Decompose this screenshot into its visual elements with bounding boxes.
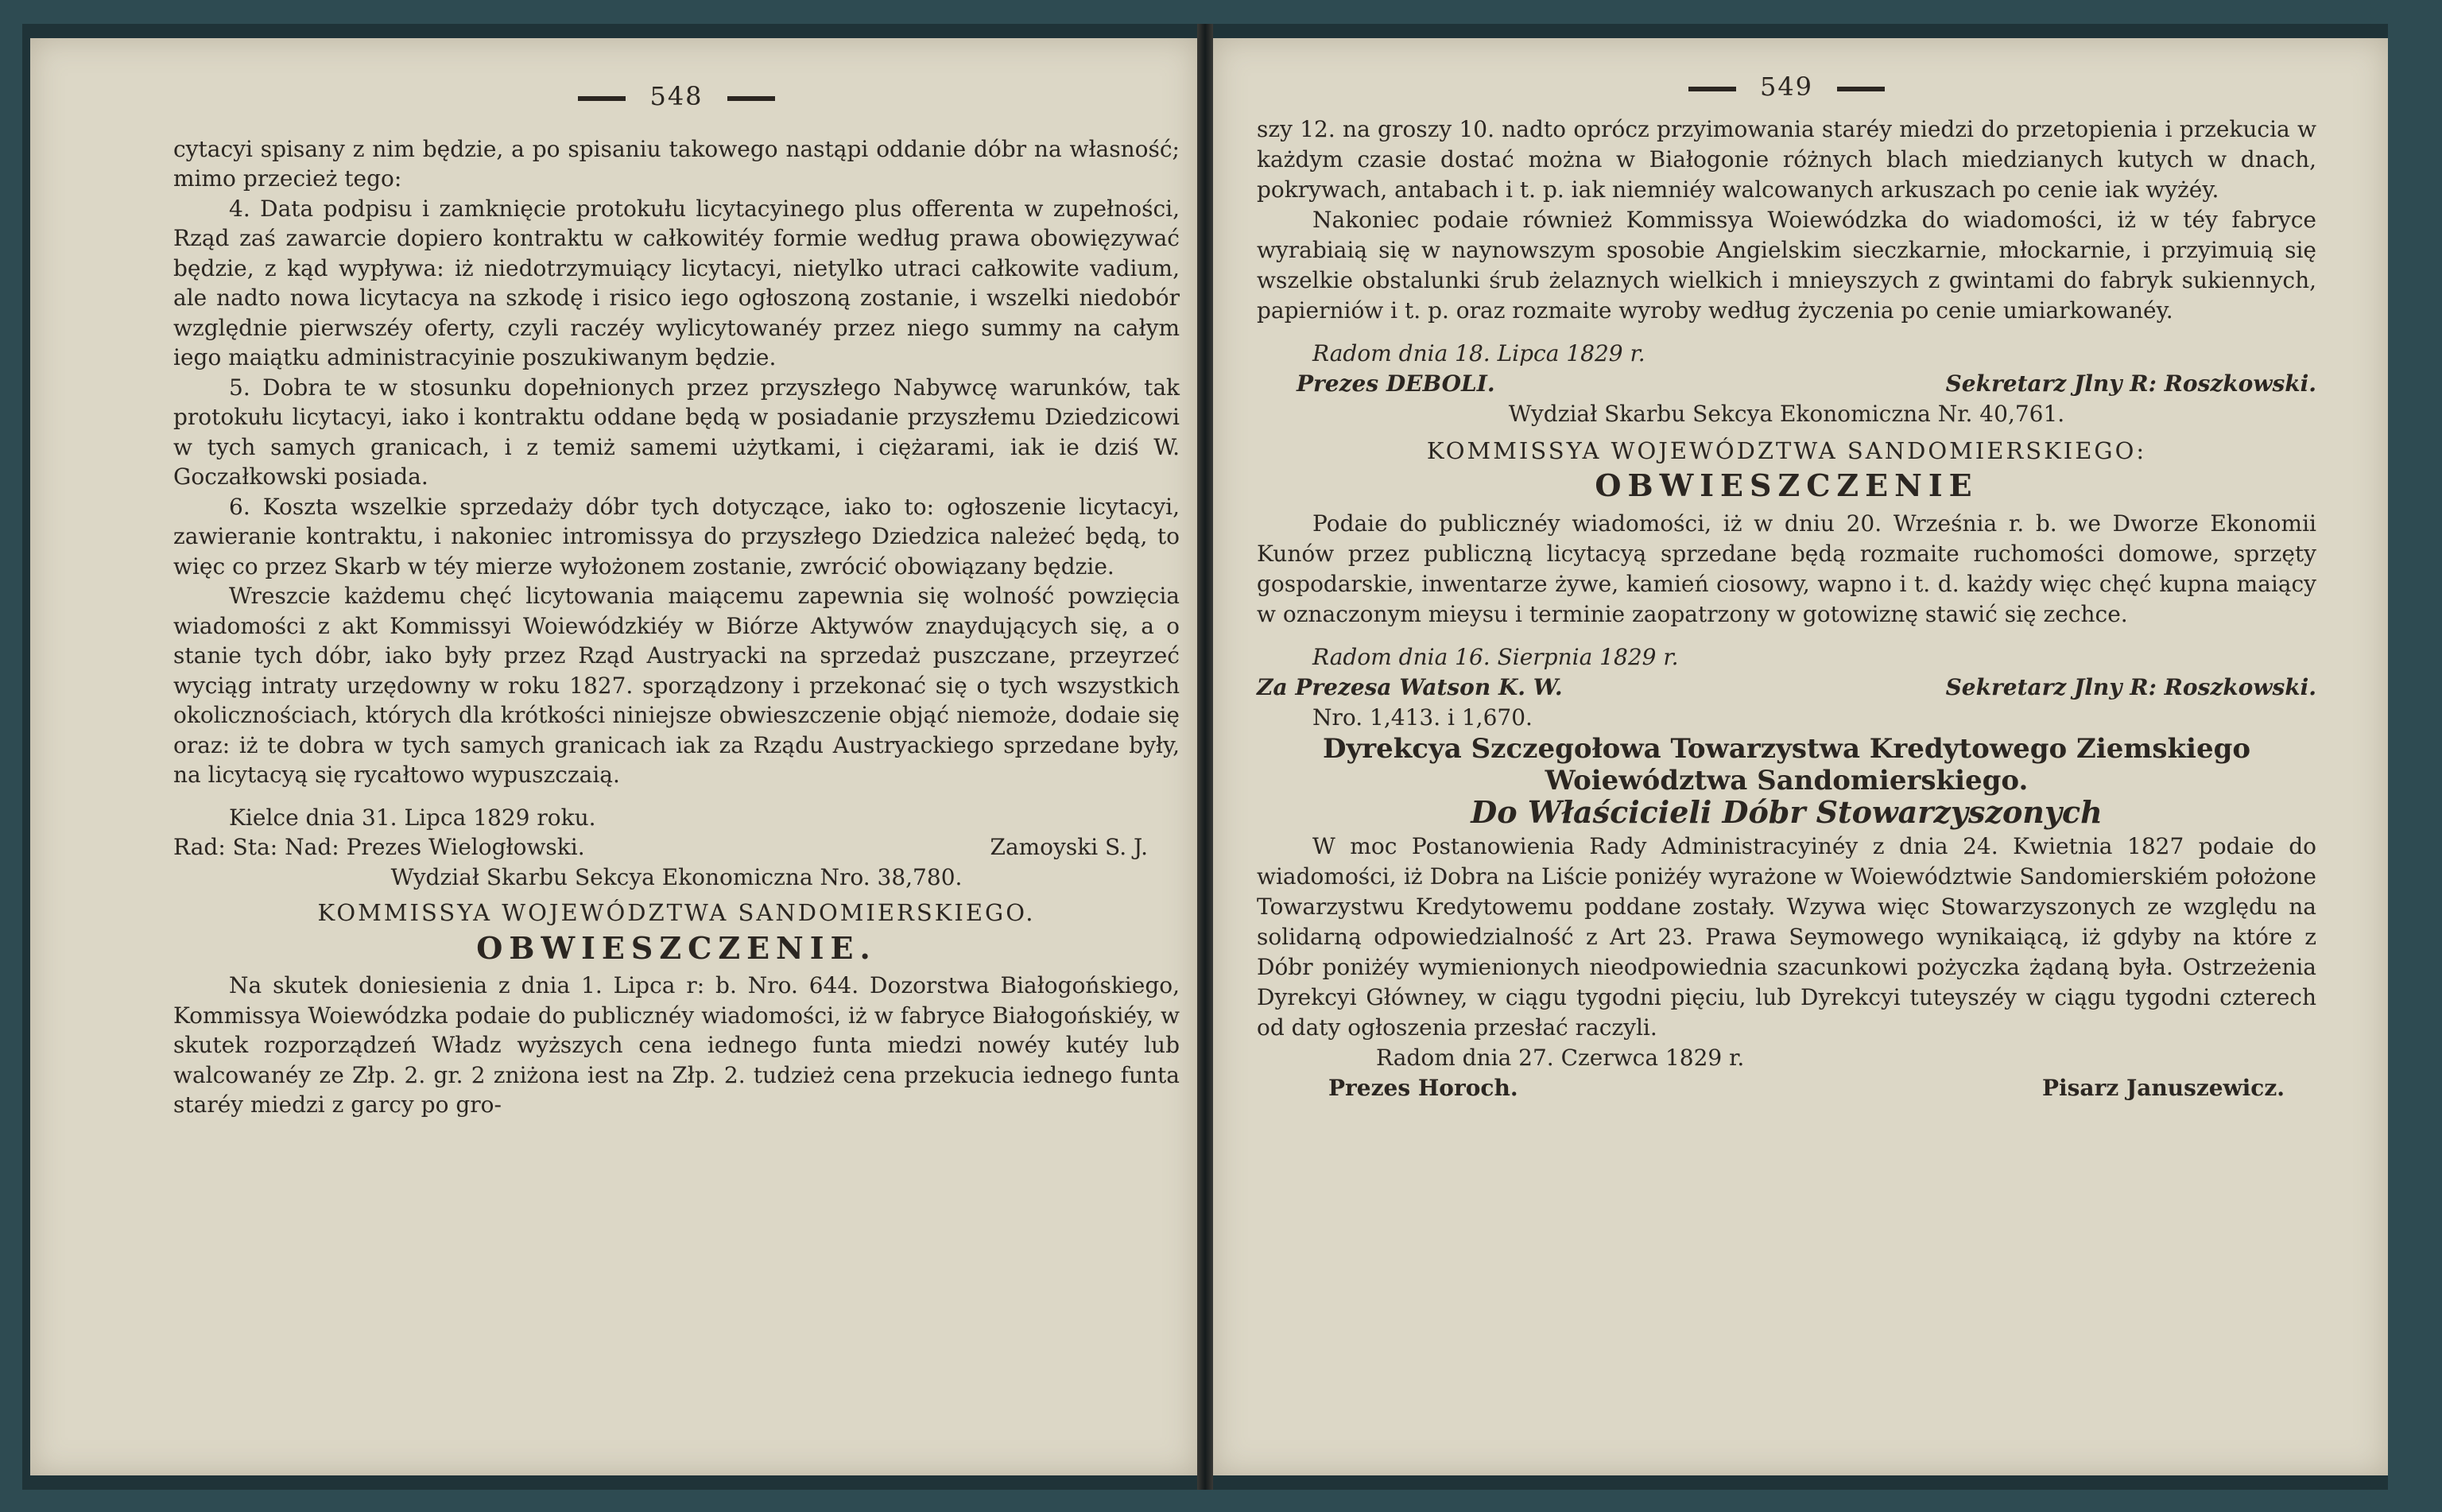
commission-heading: KOMMISSYA WOJEWÓDZTWA SANDOMIERSKIEGO. [317,899,1036,926]
signature-prezes: Prezes Horoch. [1328,1075,1518,1101]
signature-row [173,832,1180,863]
signature-row [1257,1073,2316,1103]
paragraph: Nakoniec podaie również Kommissya Woiewódzka do wiadomości, iż w téy fabryce wyrabiaią się w naynowszym sposobie Angielskim sieczkarnie, młockarnie, i przyimuią się wszelkie obstalunki śrub żelaznych wielkich i mnieyszych z gwintami do fabryk sukiennych, papierniów i t. p. oraz rozmaite wyroby według życzenia po cenie umiarkowanéy. [1257,207,2316,324]
department-line: Wydział Skarbu Sekcya Ekonomiczna Nro. 38,780. [390,863,963,890]
book-gutter [1197,24,1213,1490]
signature-scribe: Pisarz Januszewicz. [2041,1075,2285,1101]
commission-heading: KOMMISSYA WOJEWÓDZTWA SANDOMIERSKIEGO: [1426,437,2147,464]
book-spread [22,24,2388,1490]
date-line: Kielce dnia 31. Lipca 1829 roku. [229,804,596,831]
left-page [30,38,1197,1475]
directorate-heading-2: Woiewództwa Sandomierskiego. [1545,765,2029,797]
paragraph: cytacyi spisany z nim będzie, a po spisaniu takowego nastąpi oddanie dóbr na własność; mimo przecież tego: [173,135,1180,192]
right-page-content [1257,72,2316,1444]
number-line: Nro. 1,413. i 1,670. [1312,704,1533,731]
paragraph: W moc Postanowienia Rady Administracyinéy z dnia 24. Kwietnia 1827 podaie do wiadomości, iż Dobra na Liście poniżéy wyrażone w Woiewództwie Sandomierskiém położone Towarzystwu Kredytowemu poddane zostały. Wzywa więc Stowarzyszonych ze względu na solidarną odpowiedzialność z Art 23. Prawa Seymowego wynikaiącą, iż gdyby na które z Dóbr poniżéy wymienionych nieodpowiednia szacunkowi pożyczka żądaną była. Ostrzeżenia Dyrekcyi Główney, w ciągu tygodni pięciu, lub Dyrekcyi tuteyszéy w ciągu tygodni czterech od daty ogłoszenia przesłać raczyli. [1257,833,2316,1041]
directorate-heading: Dyrekcya Szczegołowa Towarzystwa Kredytowego Ziemskiego [1322,733,2251,765]
signature-row [1257,369,2316,399]
page-number-left: 548 [173,82,1180,112]
department-line: Wydział Skarbu Sekcya Ekonomiczna Nr. 40,761. [1508,401,2065,427]
paragraph: 4. Data podpisu i zamknięcie protokułu licytacyinego plus offerenta w zupełności, Rząd zaś zawarcie dopiero kontraktu w całkowitéy formie według prawa obowięzywać będzie, z kąd wypływa: iż niedotrzymuiący licytacyi, nietylko utraci całkowite vadium, ale nadto nowa licytacya na szkodę i risico iego ogłoszoną zostanie, i wszelki niedobór względnie pierwszéy oferty, czyli raczéy wylicytowanéy przez niego summy na całym iego maiątku administracyinie poszukiwanym będzie. [173,195,1180,370]
date-line: Radom dnia 16. Sierpnia 1829 r. [1312,644,1679,670]
announcement-heading: OBWIESZCZENIE [1595,467,1979,503]
signature-secretary: Sekretarz Jlny R: Roszkowski. [1945,674,2316,700]
signature-prezes: Prezes DEBOLI. [1297,370,1495,397]
paragraph: Wreszcie każdemu chęć licytowania maiącemu zapewnia się wolność powzięcia wiadomości z akt Kommissyi Woiewódzkiéy w Biórze Aktywów znaydujących się, a o stanie tych dóbr, iako były przez Rząd Austryacki na sprzedaż puszczane, przeyrzeć wyciąg intraty urzędowny w roku 1827. sporządzony i przekonać się o tych wszystkich okolicznościach, których dla krótkości niniejsze obwieszczenie objąć niemoże, dodaie się oraz: iż te dobra w tych samych granicach iak za Rządu Austryackiego sprzedane były, na licytacyą się rycałtowo wypuszczaią. [173,583,1180,788]
right-page [1213,38,2388,1475]
date-line: Radom dnia 27. Czerwca 1829 r. [1376,1045,1745,1071]
paragraph: 6. Koszta wszelkie sprzedaży dóbr tych dotyczące, iako to: ogłoszenie licytacyi, zawieranie kontraktu, i nakoniec intromissya do przyszłego Dziedzica należeć będą, to więc co przez Skarb w téy mierze wyłożonem zostanie, zwrócić obowiązany będzie. [173,493,1180,580]
paragraph: Na skutek doniesienia z dnia 1. Lipca r: b. Nro. 644. Dozorstwa Białogońskiego, Kommissya Woiewódzka podaie do publicznéy wiadomości, iż w fabryce Białogońskiéy, w skutek rozporządzeń Władz wyższych cena iednego funta miedzi nowéy kutéy lub walcowanéy ze Złp. 2. gr. 2 zniżona iest na Złp. 2. tudzież cena przekucia iednego funta staréy miedzi z garcy po gro- [173,972,1180,1118]
paragraph: 5. Dobra te w stosunku dopełnionych przez przyszłego Nabywcę warunków, tak protokułu licytacyi, iako i kontraktu oddane będą w posiadanie przyszłemu Dziedzicowi w tych samych granicach, i z temiż samemi użytkami, i ciężarami, iak ie dziś W. Goczałkowski posiada. [173,374,1180,490]
paragraph: szy 12. na groszy 10. nadto oprócz przyimowania staréy miedzi do przetopienia i przekucia w każdym czasie dostać można w Białogonie różnych blach miedzianych kutych w dnach, pokrywach, antabach i t. p. iak niemniéy walcowanych arkuszach po cenie iak wyżéy. [1257,116,2316,203]
signature-secretary: Sekretarz Jlny R: Roszkowski. [1945,370,2316,397]
signature-prezes: Za Prezesa Watson K. W. [1257,674,1563,700]
announcement-heading: OBWIESZCZENIE. [476,929,877,966]
left-page-content [173,82,1180,1444]
signature-left: Rad: Sta: Nad: Prezes Wielogłowski. [173,834,585,860]
signature-row [1257,673,2316,703]
date-line: Radom dnia 18. Lipca 1829 r. [1312,340,1645,366]
page-number-right: 549 [1257,72,2316,102]
directorate-subheading: Do Właścicieli Dóbr Stowarzyszonych [1471,794,2103,830]
signature-right: Zamoyski S. J. [990,834,1148,860]
paragraph: Podaie do publicznéy wiadomości, iż w dniu 20. Września r. b. we Dworze Ekonomii Kunów przez publiczną licytacyą sprzedane będą rozmaite ruchomości domowe, sprzęty gospodarskie, inwentarze żywe, kamień ciosowy, wapno i t. d. każdy więc chęć kupna maiący w oznaczonym mieysu i terminie zaopatrzony w gotowiznę stawić się zechce. [1257,510,2316,627]
